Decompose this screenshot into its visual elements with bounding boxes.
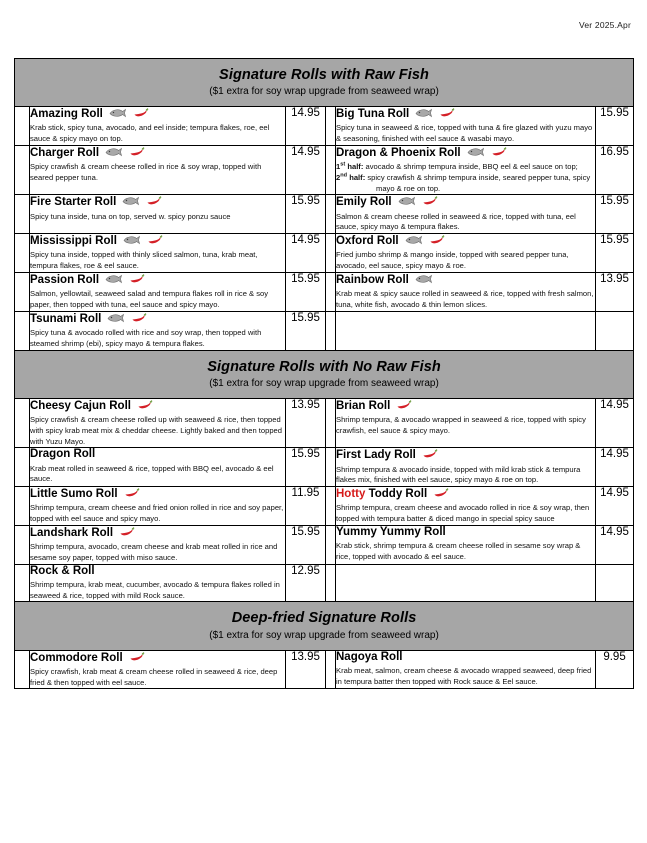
item-name: Rock & Roll	[30, 564, 95, 577]
item-price-right: 14.95	[596, 398, 634, 448]
item-price-left: 14.95	[286, 107, 326, 146]
section-subtitle: ($1 extra for soy wrap upgrade from seaweed wrap)	[209, 86, 439, 98]
raw-fish-icon	[398, 195, 415, 207]
column-spacer	[326, 145, 336, 195]
spicy-chili-icon	[124, 487, 140, 499]
row-gutter	[15, 107, 30, 146]
spicy-chili-icon	[422, 195, 438, 207]
section-header-row	[15, 602, 634, 650]
spicy-chili-icon	[147, 234, 163, 246]
menu-item-right[interactable]	[336, 650, 596, 689]
row-gutter	[15, 525, 30, 564]
spicy-chili-icon	[133, 107, 149, 119]
item-price-left: 12.95	[286, 564, 326, 602]
item-price-left: 15.95	[286, 311, 326, 350]
table-row	[15, 525, 634, 564]
item-name: Mississippi Roll	[30, 234, 285, 248]
item-description: Spicy tuna inside, tuna on top, served w. spicy ponzu sauce	[30, 211, 231, 221]
item-icons	[119, 526, 135, 539]
menu-item-left[interactable]	[30, 311, 286, 350]
item-price-left: 13.95	[286, 398, 326, 448]
item-name: Brian Roll	[336, 399, 595, 413]
item-description: Spicy tuna inside, topped with thinly sliced salmon, tuna, krab meat, tempura flakes, roe & eel sauce.	[30, 250, 258, 271]
spicy-chili-icon	[129, 146, 145, 158]
item-price-left: 15.95	[286, 273, 326, 312]
item-price-left: 15.95	[286, 195, 326, 234]
item-icons	[109, 107, 149, 120]
item-price-right: 14.95	[596, 487, 634, 526]
raw-fish-icon	[122, 195, 139, 207]
table-row	[15, 195, 634, 234]
menu-item-left[interactable]	[30, 487, 286, 526]
raw-fish-icon	[405, 234, 422, 246]
item-name: Oxford Roll	[336, 234, 595, 248]
column-spacer	[326, 195, 336, 234]
section-header	[15, 602, 634, 650]
item-name: Dragon & Phoenix Roll	[336, 146, 595, 160]
item-description: Spicy crawfish, krab meat & cream cheese rolled in seaweed & rice, deep fried & then topped with eel sauce.	[30, 666, 278, 687]
empty-price-cell	[596, 311, 634, 350]
item-description: Shrimp tempura, cream cheese and fried onion rolled in rice and soy paper, topped with eel sauce and spicy mayo.	[30, 503, 284, 524]
section-title: Deep-fried Signature Rolls	[231, 610, 417, 627]
column-spacer	[326, 107, 336, 146]
menu-item-right[interactable]	[336, 195, 596, 234]
item-description: Fried jumbo shrimp & mango inside, topped with seared pepper tuna, avocado, eel sauce, spicy mayo & roe.	[336, 250, 569, 271]
item-name: Tsunami Roll	[30, 312, 285, 326]
spicy-chili-icon	[491, 146, 507, 158]
row-gutter	[15, 311, 30, 350]
item-name: Amazing Roll	[30, 107, 285, 121]
item-description: Shrimp tempura, cream cheese and avocado rolled in rice & soy wrap, then topped with tempura batter & diced mango in special spicy sauce	[336, 503, 590, 524]
item-name: Commodore Roll	[30, 651, 285, 665]
item-description: 1st half: avocado & shrimp tempura inside, BBQ eel & eel sauce on top; 2nd half: spicy crawfish & shrimp tempura inside, seared pepper tuna, spicy mayo & roe on top.	[336, 161, 591, 193]
item-description: Spicy tuna in seaweed & rice, topped with tuna & fire glazed with yuzu mayo & seasoning, finished with eel sauce & wasabi mayo.	[336, 123, 593, 144]
item-price-left: 14.95	[286, 234, 326, 273]
raw-fish-icon	[105, 146, 122, 158]
table-row	[15, 487, 634, 526]
menu-item-right[interactable]	[336, 398, 596, 448]
section-title: Signature Rolls with Raw Fish	[219, 67, 429, 83]
item-icons	[415, 107, 455, 120]
item-description: Salmon & cream cheese rolled in seaweed & rice, topped with tuna, eel sauce, spicy mayo & tempura flakes.	[336, 211, 576, 232]
row-gutter	[15, 564, 30, 602]
item-icons	[124, 487, 140, 500]
spicy-chili-icon	[137, 399, 153, 411]
item-description: Shrimp tempura, & avocado wrapped in seaweed & rice, topped with spicy crawfish, eel sauce & spicy mayo.	[336, 414, 586, 435]
item-description: Krab meat & spicy sauce rolled in seaweed & rice, topped with fresh salmon, tuna, white fish, avocado & thin lemon slices.	[336, 289, 594, 310]
item-name: Dragon Roll	[30, 448, 96, 461]
row-gutter	[15, 650, 30, 689]
item-icons	[396, 399, 412, 412]
item-icons	[415, 273, 432, 286]
empty-item-cell	[336, 564, 596, 602]
table-row	[15, 398, 634, 448]
item-icons	[398, 195, 438, 208]
item-name: Big Tuna Roll	[336, 107, 595, 121]
section-title: Signature Rolls with No Raw Fish	[207, 358, 441, 375]
menu-item-left[interactable]	[30, 564, 286, 602]
item-name: Hotty Toddy Roll	[336, 487, 595, 501]
menu-table	[14, 58, 634, 689]
item-description: Shrimp tempura, avocado, cream cheese and krab meat rolled in rice and sesame soy paper, topped with miso sauce.	[30, 542, 278, 562]
raw-fish-icon	[105, 273, 122, 285]
table-row	[15, 650, 634, 689]
item-price-left: 15.95	[286, 525, 326, 564]
column-spacer	[326, 525, 336, 564]
row-gutter	[15, 273, 30, 312]
row-gutter	[15, 234, 30, 273]
item-name: Rainbow Roll	[336, 273, 595, 287]
item-price-left: 13.95	[286, 650, 326, 689]
spicy-chili-icon	[439, 107, 455, 119]
item-description: Krab stick, shrimp tempura & cream cheese rolled in sesame soy wrap & rice, topped with avocado & eel sauce.	[336, 541, 581, 561]
item-icons	[122, 195, 162, 208]
item-name: Little Sumo Roll	[30, 487, 285, 501]
menu-item-right[interactable]	[336, 145, 596, 195]
item-icons	[107, 312, 147, 325]
menu-item-right[interactable]	[336, 273, 596, 312]
section-subtitle: ($1 extra for soy wrap upgrade from seaweed wrap)	[209, 377, 439, 389]
item-icons	[422, 448, 438, 461]
spicy-chili-icon	[129, 651, 145, 663]
item-name: Emily Roll	[336, 195, 595, 209]
item-name: Passion Roll	[30, 273, 285, 287]
item-icons	[467, 146, 507, 159]
menu-item-right[interactable]	[336, 107, 596, 146]
item-icons	[105, 146, 145, 159]
item-description: Krab meat, salmon, cream cheese & avocado wrapped seaweed, deep fried in tempura batter then topped with Rock sauce & Eel sauce.	[336, 665, 592, 686]
menu-item-left[interactable]	[30, 145, 286, 195]
section-header-row	[15, 350, 634, 398]
table-row	[15, 564, 634, 602]
menu-table-wrapper	[14, 58, 633, 689]
item-price-right: 9.95	[596, 650, 634, 689]
table-row	[15, 234, 634, 273]
item-name: Fire Starter Roll	[30, 195, 285, 209]
menu-item-right[interactable]	[336, 234, 596, 273]
row-gutter	[15, 398, 30, 448]
spicy-chili-icon	[146, 195, 162, 207]
item-name: First Lady Roll	[336, 448, 595, 462]
item-price-right: 15.95	[596, 107, 634, 146]
item-icons	[129, 651, 145, 664]
menu-item-left[interactable]	[30, 398, 286, 448]
menu-item-right[interactable]	[336, 487, 596, 526]
item-description: Shrimp tempura & avocado inside, topped with mild krab stick & tempura flakes mix, finished with eel sauce, spicy mayo & roe on top.	[336, 464, 581, 485]
raw-fish-icon	[123, 234, 140, 246]
version-label: Ver 2025.Apr	[578, 20, 631, 30]
menu-item-left[interactable]	[30, 448, 286, 487]
column-spacer	[326, 487, 336, 526]
table-row	[15, 448, 634, 487]
spicy-chili-icon	[396, 399, 412, 411]
item-description: Salmon, yellowtail, seaweed salad and tempura flakes roll in rice & soy paper, then topped with tuna, eel sauce and spicy mayo.	[30, 289, 269, 310]
column-spacer	[326, 311, 336, 350]
table-row	[15, 273, 634, 312]
item-price-right: 14.95	[596, 448, 634, 487]
column-spacer	[326, 398, 336, 448]
column-spacer	[326, 650, 336, 689]
empty-item-cell	[336, 311, 596, 350]
section-header	[15, 59, 634, 107]
spicy-chili-icon	[131, 312, 147, 324]
item-description: Krab meat rolled in seaweed & rice, topped with BBQ eel, avocado & eel sauce.	[30, 463, 274, 484]
item-description: Spicy crawfish & cream cheese rolled up with seaweed & rice, then topped with spicy krab meat mix & cheddar cheese. Lightly baked and then topped with Yuzu Mayo.	[30, 414, 283, 446]
table-row	[15, 145, 634, 195]
item-icons	[123, 234, 163, 247]
raw-fish-icon	[415, 107, 432, 119]
item-price-right: 14.95	[596, 525, 634, 564]
item-icons	[405, 234, 445, 247]
item-icons	[105, 273, 145, 286]
section-header-row	[15, 59, 634, 107]
menu-item-left[interactable]	[30, 273, 286, 312]
item-name: Nagoya Roll	[336, 650, 403, 663]
column-spacer	[326, 273, 336, 312]
raw-fish-icon	[415, 273, 432, 285]
table-row	[15, 311, 634, 350]
item-price-right: 15.95	[596, 234, 634, 273]
item-description: Spicy crawfish & cream cheese rolled in rice & soy wrap, topped with seared pepper tuna.	[30, 162, 262, 182]
raw-fish-icon	[109, 107, 126, 119]
column-spacer	[326, 234, 336, 273]
item-icons	[137, 399, 153, 412]
item-price-left: 15.95	[286, 448, 326, 487]
empty-price-cell	[596, 564, 634, 602]
section-header	[15, 350, 634, 398]
section-subtitle: ($1 extra for soy wrap upgrade from seaweed wrap)	[209, 629, 439, 641]
spicy-chili-icon	[433, 487, 449, 499]
item-name: Landshark Roll	[30, 526, 285, 540]
item-price-right: 15.95	[596, 195, 634, 234]
item-description: Shrimp tempura, krab meat, cucumber, avocado & tempura flakes rolled in seaweed & rice, topped with mild Rock sauce.	[30, 579, 280, 600]
item-name: Cheesy Cajun Roll	[30, 399, 285, 413]
item-name: Yummy Yummy Roll	[336, 525, 446, 538]
spicy-chili-icon	[429, 234, 445, 246]
menu-item-right[interactable]	[336, 448, 596, 487]
raw-fish-icon	[467, 146, 484, 158]
menu-item-left[interactable]	[30, 234, 286, 273]
menu-item-right[interactable]	[336, 525, 596, 564]
item-price-right: 13.95	[596, 273, 634, 312]
item-name: Charger Roll	[30, 146, 285, 160]
menu-item-left[interactable]	[30, 195, 286, 234]
item-description: Spicy tuna & avocado rolled with rice and soy wrap, then topped with steamed shrimp (ebi), spicy mayo & tempura flakes.	[30, 328, 262, 348]
item-price-left: 11.95	[286, 487, 326, 526]
spicy-chili-icon	[119, 526, 135, 538]
item-price-right: 16.95	[596, 145, 634, 195]
column-spacer	[326, 564, 336, 602]
row-gutter	[15, 145, 30, 195]
spicy-chili-icon	[129, 273, 145, 285]
row-gutter	[15, 487, 30, 526]
column-spacer	[326, 448, 336, 487]
menu-item-left[interactable]	[30, 525, 286, 564]
menu-item-left[interactable]	[30, 650, 286, 689]
row-gutter	[15, 195, 30, 234]
table-row	[15, 107, 634, 146]
row-gutter	[15, 448, 30, 487]
spicy-chili-icon	[422, 448, 438, 460]
item-price-left: 14.95	[286, 145, 326, 195]
item-icons	[433, 487, 449, 500]
raw-fish-icon	[107, 312, 124, 324]
menu-item-left[interactable]	[30, 107, 286, 146]
item-description: Krab stick, spicy tuna, avocado, and eel inside; tempura flakes, roe, eel sauce & spicy mayo on top.	[30, 123, 270, 144]
